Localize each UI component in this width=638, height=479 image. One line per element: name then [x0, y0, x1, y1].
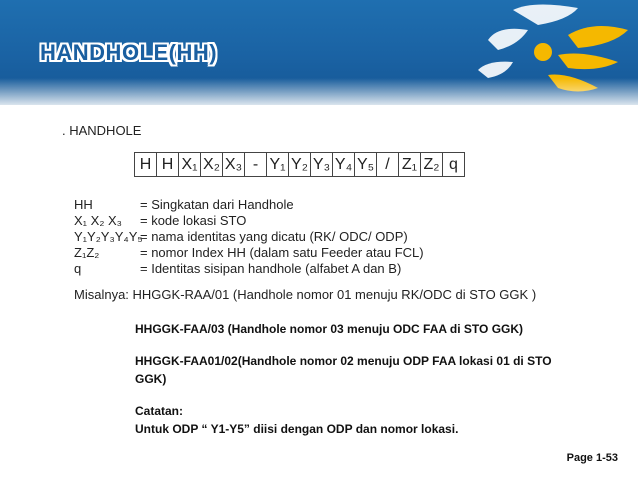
code-cell: Y₅	[355, 153, 377, 177]
notes-block	[135, 320, 565, 452]
legend-item	[74, 229, 424, 245]
code-format-table	[134, 152, 465, 177]
legend-value: = nama identitas yang dicatu (RK/ ODC/ ODP)	[140, 229, 408, 244]
code-cell: Z₂	[421, 153, 443, 177]
note-text: Untuk ODP “ Y1-Y5” diisi dengan ODP dan nomor lokasi.	[135, 422, 459, 436]
code-cell: Y₃	[311, 153, 333, 177]
legend-item	[74, 197, 424, 213]
code-cell: q	[443, 153, 465, 177]
note-label: Catatan:	[135, 404, 184, 418]
note-footer	[135, 402, 565, 438]
code-cell: Y₄	[333, 153, 355, 177]
code-cell: X₃	[223, 153, 245, 177]
code-cell: Z₁	[399, 153, 421, 177]
banner-fade	[0, 78, 638, 110]
note-example-2: HHGGK-FAA01/02(Handhole nomor 02 menuju ODP FAA lokasi 01 di STO GGK)	[135, 354, 552, 386]
legend-key: X₁ X₂ X₃	[74, 213, 122, 228]
legend-value: = nomor Index HH (dalam satu Feeder atau FCL)	[140, 245, 424, 260]
code-cell: /	[377, 153, 399, 177]
legend-value: = kode lokasi STO	[140, 213, 247, 228]
legend-key: q	[74, 261, 82, 276]
legend-key: Y₁Y₂Y₃Y₄Y₅	[74, 229, 143, 244]
legend-item	[74, 245, 424, 261]
code-cell: -	[245, 153, 267, 177]
page-number: Page 1-53	[566, 452, 618, 464]
code-row	[135, 153, 465, 177]
code-cell: Y₁	[267, 153, 289, 177]
code-cell: X₁	[179, 153, 201, 177]
legend-list	[74, 197, 424, 277]
legend-item	[74, 213, 424, 229]
legend-value: = Identitas sisipan handhole (alfabet A dan B)	[140, 261, 402, 276]
legend-key: Z₁Z₂	[74, 245, 100, 260]
legend-value: = Singkatan dari Handhole	[140, 197, 294, 212]
section-subheading: . HANDHOLE	[62, 123, 142, 138]
code-cell: X₂	[201, 153, 223, 177]
page-title: HANDHOLE(HH)	[40, 40, 218, 65]
code-cell: H	[157, 153, 179, 177]
code-cell: H	[135, 153, 157, 177]
note-example-1: HHGGK-FAA/03 (Handhole nomor 03 menuju ODC FAA di STO GGK)	[135, 322, 524, 336]
legend-item	[74, 261, 424, 277]
legend-key: HH	[74, 197, 93, 212]
example-text: Misalnya: HHGGK-RAA/01 (Handhole nomor 01 menuju RK/ODC di STO GGK )	[74, 287, 537, 302]
code-cell: Y₂	[289, 153, 311, 177]
